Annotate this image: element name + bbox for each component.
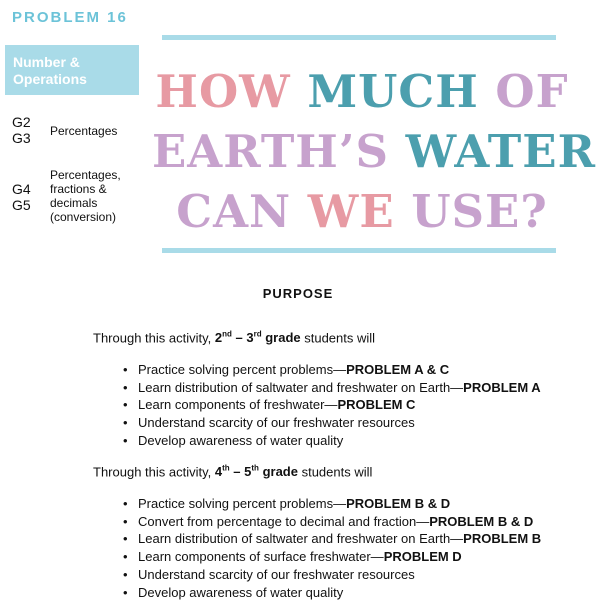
title-word [291, 65, 308, 118]
title-word [291, 185, 308, 238]
topic-badge [5, 45, 139, 95]
objectives-list-g4-g5 [120, 495, 541, 601]
page-title [152, 62, 596, 242]
objective-item: • Understand scarcity of our freshwater resources [120, 414, 541, 432]
title-rule-top [162, 35, 556, 40]
title-word: CAN [176, 185, 292, 238]
objective-item: • Practice solving percent problems—PROBLEM B & D [120, 495, 541, 513]
title-word: HOW [155, 65, 291, 118]
title-word: MUCH [307, 65, 479, 118]
title-line [152, 62, 572, 122]
section-intro: Through this activity, 4th – 5th grade students will [93, 464, 373, 480]
objective-item: • Convert from percentage to decimal and fraction—PROBLEM B & D [120, 513, 541, 531]
objective-item: • Practice solving percent problems—PROBLEM A & C [120, 361, 541, 379]
objectives-list-g2-g3 [120, 361, 541, 450]
objective-item: • Learn components of freshwater—PROBLEM C [120, 396, 541, 414]
title-word: USE? [411, 185, 548, 238]
purpose-heading: PURPOSE [262, 286, 334, 301]
title-word: OF [495, 65, 569, 118]
objective-item: • Understand scarcity of our freshwater resources [120, 566, 541, 584]
objective-item: • Develop awareness of water quality [120, 432, 541, 450]
title-word [395, 185, 412, 238]
problem-label: PROBLEM 16 [12, 9, 128, 26]
objective-item: • Learn distribution of saltwater and freshwater on Earth—PROBLEM A [120, 379, 541, 397]
grade-range-g2-g3: G2 G3 [12, 114, 31, 146]
title-word: WATER [405, 125, 596, 178]
objective-item: • Develop awareness of water quality [120, 584, 541, 602]
title-word [389, 125, 406, 178]
title-line [152, 182, 572, 242]
grade-range-g4-g5: G4 G5 [12, 181, 31, 213]
title-line [152, 122, 596, 182]
grade-desc-g2-g3: Percentages [50, 124, 118, 138]
title-word: EARTH’S [152, 125, 389, 178]
grade-desc-g4-g5: Percentages, fractions & decimals (conversion) [50, 168, 121, 224]
section-intro: Through this activity, 2nd – 3rd grade students will [93, 330, 376, 346]
title-word: WE [307, 185, 395, 238]
topic-label: Number & Operations [13, 54, 87, 87]
objective-item: • Learn components of surface freshwater—PROBLEM D [120, 548, 541, 566]
objective-item: • Learn distribution of saltwater and freshwater on Earth—PROBLEM B [120, 530, 541, 548]
title-word [479, 65, 496, 118]
title-rule-bottom [162, 248, 556, 253]
